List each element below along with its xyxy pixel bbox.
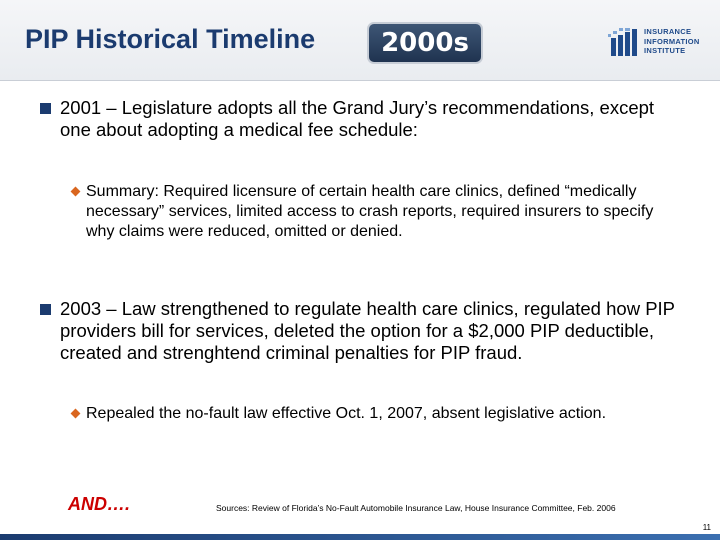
- decade-badge: 2000s: [367, 22, 483, 64]
- slide-title: PIP Historical Timeline: [25, 24, 316, 54]
- diamond-bullet-icon: [71, 187, 81, 197]
- logo-line-3: INSTITUTE: [644, 46, 686, 55]
- iii-logo-text: [644, 27, 700, 56]
- sources-note: Sources: Review of Florida’s No-Fault Automobile Insurance Law, House Insurance Committee, Feb. 2006: [216, 503, 616, 513]
- sub-bullet-text: Summary: Required licensure of certain health care clinics, defined “medically necessary” services, limited access to crash reports, required insurers to specify why claims were reduced, omitted or denied.: [86, 183, 654, 240]
- diamond-bullet-icon: [71, 409, 81, 419]
- slide-header: [0, 0, 720, 81]
- iii-logo: [608, 26, 712, 60]
- logo-line-1: INSURANCE: [644, 27, 692, 36]
- square-bullet-icon: [40, 103, 51, 114]
- bullet-text: 2003 – Law strengthened to regulate health care clinics, regulated how PIP providers bill for services, deleted the option for a $2,000 PIP deductible, created and strenghtend criminal penalties for PIP fraud.: [60, 298, 675, 363]
- bottom-accent-bar: [0, 534, 720, 540]
- iii-logo-mark-icon: [608, 28, 640, 56]
- and-continuation-text: AND….: [68, 494, 130, 514]
- bullet-text: 2001 – Legislature adopts all the Grand Jury’s recommendations, except one about adopting a medical fee schedule:: [60, 97, 655, 140]
- square-bullet-icon: [40, 304, 51, 315]
- page-number: 11: [702, 523, 711, 532]
- logo-line-2: INFORMATION: [644, 36, 700, 46]
- sub-bullet-text: Repealed the no-fault law effective Oct. 1, 2007, absent legislative action.: [86, 405, 607, 422]
